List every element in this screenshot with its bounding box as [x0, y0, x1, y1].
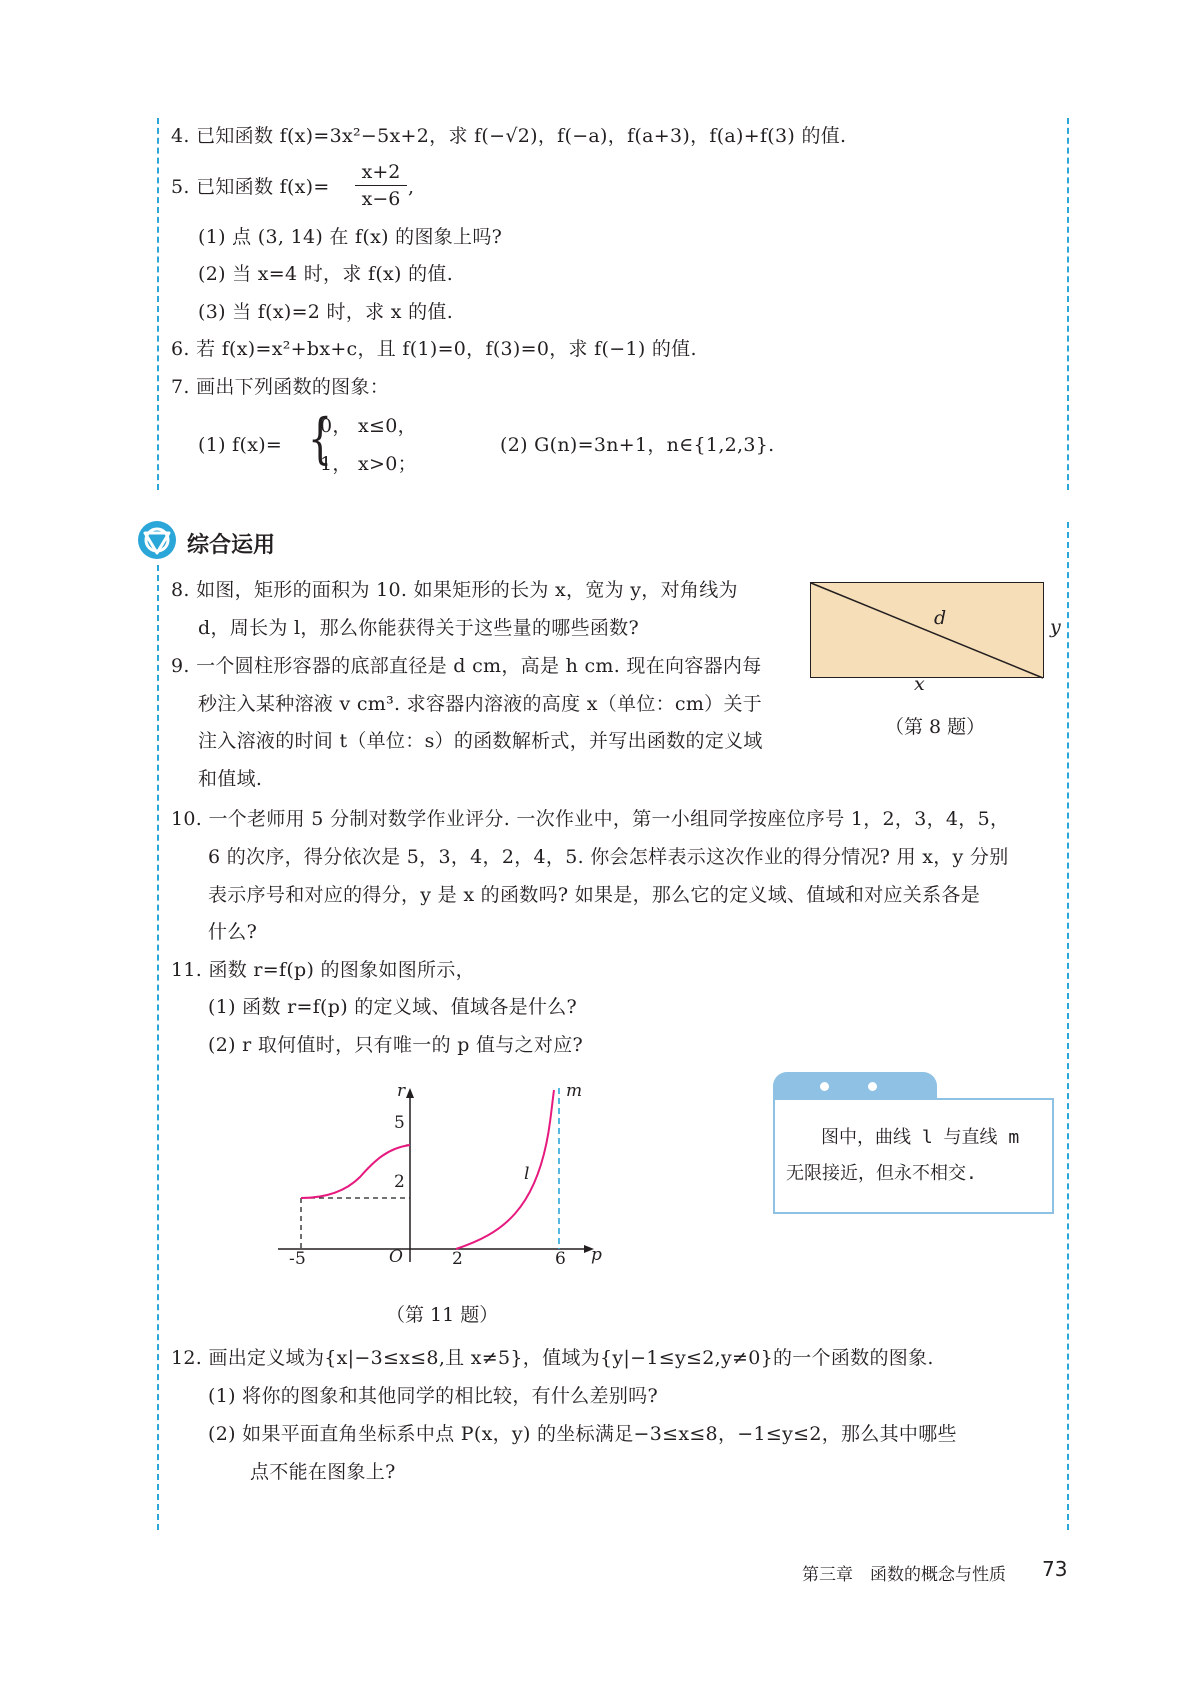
tick-label-6: 6: [555, 1249, 567, 1269]
section-title: 综合运用: [187, 533, 276, 558]
problem-10-line-2: 6 的次序，得分依次是 5，3，4，2，4，5. 你会怎样表示这次作业的得分情况? 用 x，y 分别: [208, 846, 1009, 868]
r-axis-arrow-icon: [406, 1088, 414, 1098]
note-dot-icon: [868, 1082, 877, 1091]
problem-7-case-2: 1， x>0；: [320, 453, 417, 475]
problem-10-line-4: 什么?: [208, 921, 258, 943]
page-number: 73: [1042, 1557, 1068, 1581]
figure-8-label-x: x: [914, 673, 926, 695]
problem-12-part-2-line-2: 点不能在图象上?: [250, 1461, 396, 1483]
problem-9-line-1: 9. 一个圆柱形容器的底部直径是 d cm，高是 h cm. 现在向容器内每: [171, 655, 762, 677]
problem-12-part-1: (1) 将你的图象和其他同学的相比较，有什么差别吗?: [208, 1385, 658, 1407]
piecewise-brace: {: [308, 407, 333, 470]
left-border-top: [157, 118, 159, 490]
problem-12: 12. 画出定义域为{x|−3≤x≤8,且 x≠5}，值域为{y|−1≤y≤2,y≠0}的一个函数的图象.: [171, 1347, 934, 1369]
tick-label-5: 5: [394, 1113, 406, 1133]
figure-11-caption: （第 11 题）: [386, 1304, 499, 1326]
note-dot-icon: [820, 1082, 829, 1091]
problem-10-line-3: 表示序号和对应的得分，y 是 x 的函数吗? 如果是，那么它的定义域、值域和对应关系各是: [208, 884, 980, 906]
note-line-1: 图中，曲线 l 与直线 m: [821, 1127, 1020, 1148]
right-border-top: [1067, 118, 1069, 490]
problem-8-line-1: 8. 如图，矩形的面积为 10. 如果矩形的长为 x，宽为 y，对角线为: [171, 579, 738, 601]
problem-7: 7. 画出下列函数的图象：: [171, 376, 390, 398]
figure-11-graph: [270, 1082, 630, 1282]
problem-4: 4. 已知函数 f(x)=3x²−5x+2，求 f(−√2)，f(−a)，f(a+3)，f(a)+f(3) 的值.: [171, 125, 847, 147]
tick-label-2-y: 2: [394, 1172, 406, 1192]
p-axis-label: p: [591, 1245, 603, 1265]
r-axis-label: r: [397, 1081, 406, 1101]
problem-5-suffix: ,: [408, 176, 415, 198]
problem-7-case-1: 0， x≤0，: [320, 415, 417, 437]
tick-label-2-x: 2: [452, 1249, 464, 1269]
problem-5-part-1: (1) 点 (3, 14) 在 f(x) 的图象上吗?: [198, 226, 503, 248]
problem-8-line-2: d，周长为 l，那么你能获得关于这些量的哪些函数?: [198, 617, 639, 639]
problem-9-line-3: 注入溶液的时间 t（单位：s）的函数解析式，并写出函数的定义域: [198, 730, 763, 752]
line-label-m: m: [566, 1081, 583, 1101]
fraction-numerator: x+2: [361, 161, 401, 183]
problem-11: 11. 函数 r=f(p) 的图象如图所示，: [171, 959, 475, 981]
curve-label-l: l: [524, 1164, 530, 1184]
section-logo-icon: [137, 520, 177, 560]
fraction-bar: [355, 185, 407, 186]
problem-7-part-2: (2) G(n)=3n+1，n∈{1,2,3}.: [500, 434, 775, 456]
right-border-bottom: [1067, 522, 1069, 1530]
problem-9-line-4: 和值域.: [198, 768, 263, 790]
problem-7-part-1-prefix: (1) f(x)=: [198, 434, 283, 456]
problem-11-part-2: (2) r 取何值时，只有唯一的 p 值与之对应?: [208, 1034, 584, 1056]
problem-5-fraction: [355, 160, 407, 211]
figure-8-label-d: d: [934, 607, 947, 629]
note-box: [773, 1098, 1054, 1214]
figure-8-diagonal: [810, 582, 1045, 679]
problem-10-line-1: 10. 一个老师用 5 分制对数学作业评分. 一次作业中，第一小组同学按座位序号 1，2，3，4，5，: [171, 808, 1010, 830]
left-border-bottom: [157, 565, 159, 1530]
problem-11-part-1: (1) 函数 r=f(p) 的定义域、值域各是什么?: [208, 996, 578, 1018]
problem-5-part-3: (3) 当 f(x)=2 时，求 x 的值.: [198, 301, 454, 323]
curve-l: [456, 1090, 554, 1249]
figure-8-label-y: y: [1050, 616, 1062, 638]
fraction-denominator: x−6: [361, 188, 401, 210]
figure-8-caption: （第 8 题）: [885, 716, 986, 738]
note-line-2: 无限接近，但永不相交.: [786, 1163, 977, 1184]
problem-6: 6. 若 f(x)=x²+bx+c，且 f(1)=0，f(3)=0，求 f(−1) 的值.: [171, 338, 697, 360]
problem-5-part-2: (2) 当 x=4 时，求 f(x) 的值.: [198, 263, 454, 285]
problem-5-prefix: 5. 已知函数 f(x)=: [171, 176, 330, 198]
footer-chapter: 第三章 函数的概念与性质: [802, 1565, 1006, 1585]
problem-12-part-2-line-1: (2) 如果平面直角坐标系中点 P(x，y) 的坐标满足−3≤x≤8，−1≤y≤2，那么其中哪些: [208, 1423, 957, 1445]
tick-label-minus-5: -5: [289, 1249, 307, 1269]
origin-label: O: [389, 1247, 404, 1267]
problem-9-line-2: 秒注入某种溶液 v cm³. 求容器内溶液的高度 x（单位：cm）关于: [198, 693, 763, 715]
